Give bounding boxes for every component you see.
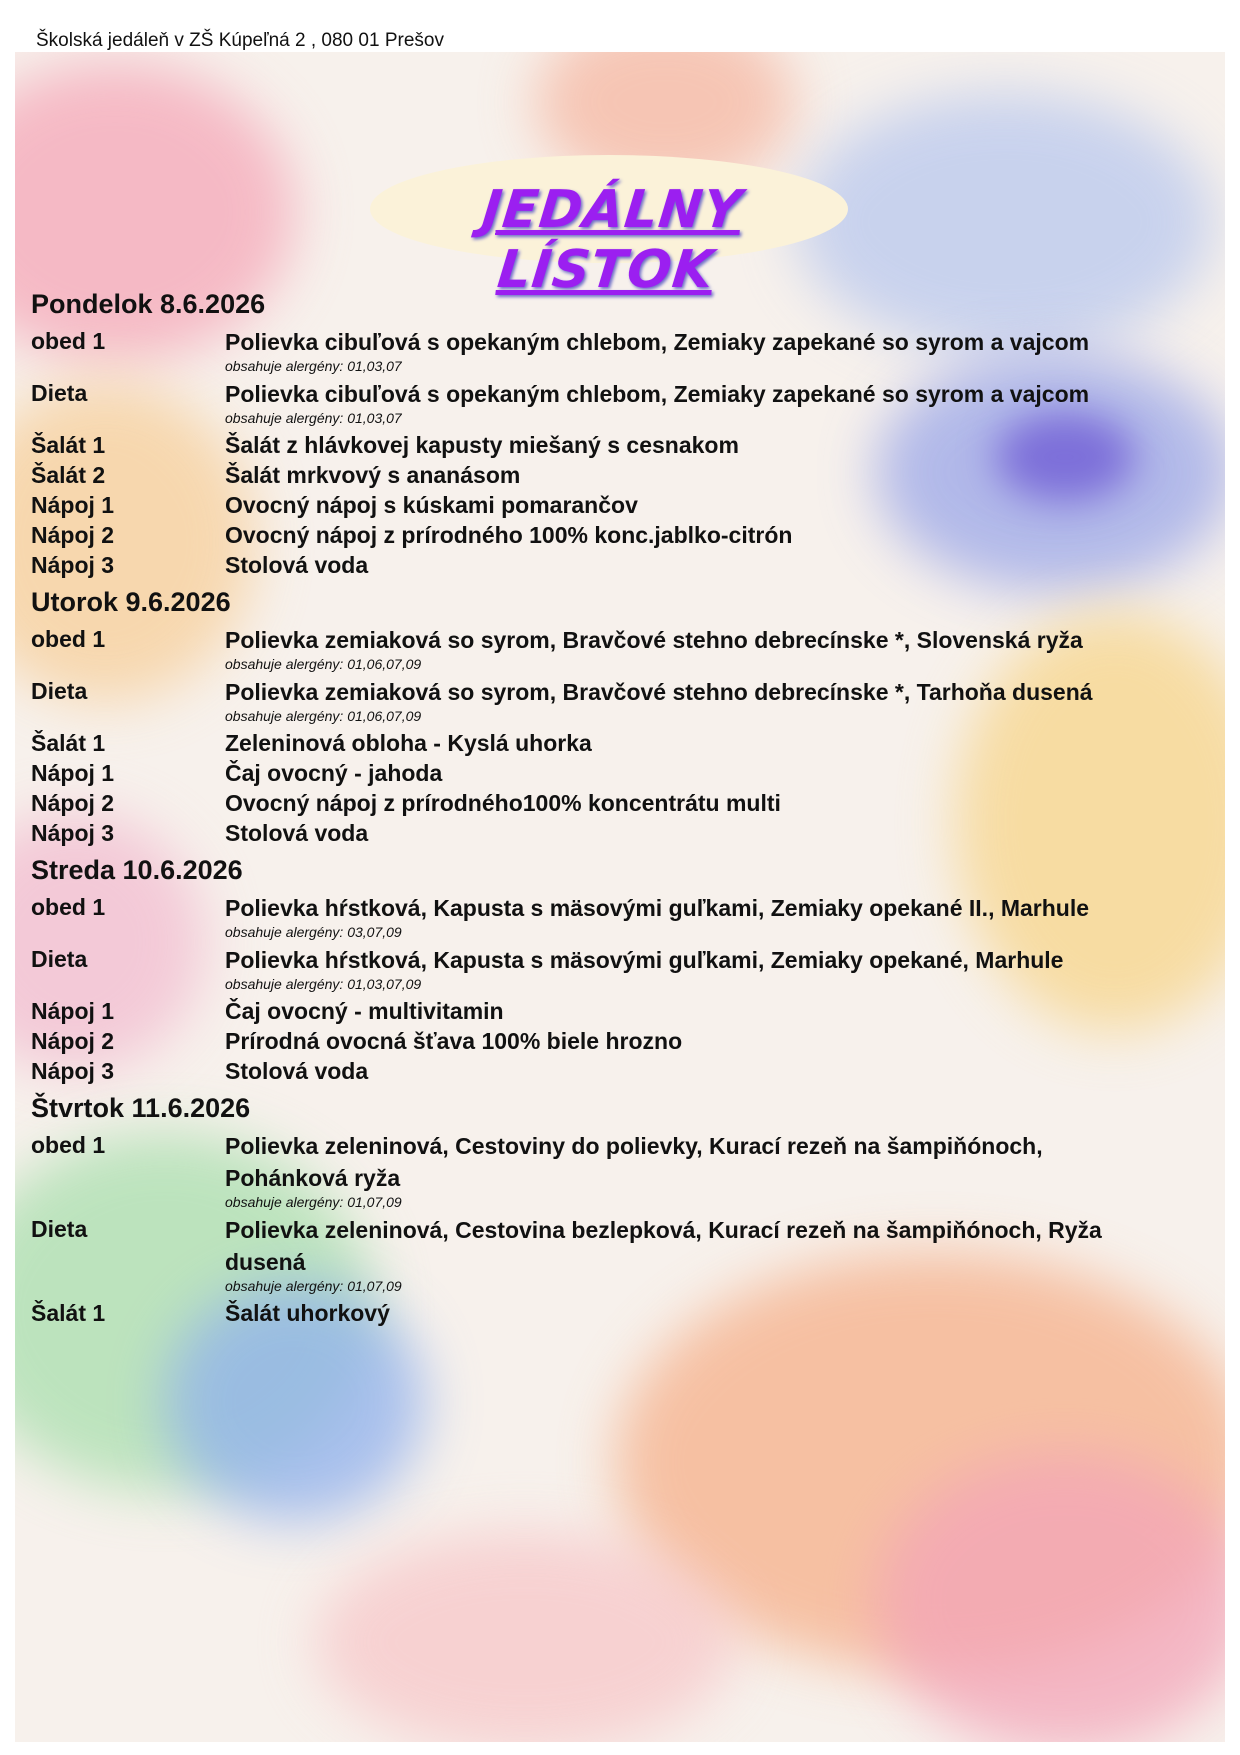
menu-item-label: Nápoj 2 (31, 1028, 115, 1054)
menu-item-description-wrap (225, 1130, 1165, 1210)
menu-item (31, 460, 1211, 490)
menu-item-description-wrap (225, 378, 1165, 426)
day-title: Pondelok 8.6.2026 (31, 289, 266, 319)
menu-item (31, 624, 1211, 672)
menu-item (31, 326, 1211, 374)
menu-item-description: Šalát mrkvový s ananásom (225, 462, 521, 488)
menu-item (31, 996, 1211, 1026)
day-section (31, 848, 1211, 1086)
menu-item (31, 1214, 1211, 1294)
menu-item (31, 818, 1211, 848)
menu-item-description: Polievka cibuľová s opekaným chlebom, Zemiaky zapekané so syrom a vajcom (225, 381, 1090, 407)
menu-item (31, 1298, 1211, 1328)
menu-item-description: Čaj ovocný - multivitamin (225, 998, 504, 1024)
menu-item-label: Nápoj 3 (31, 1058, 115, 1084)
menu-item-description-wrap (225, 676, 1165, 724)
menu-item (31, 550, 1211, 580)
menu-item-description-wrap (225, 758, 1165, 788)
menu-item-description: Stolová voda (225, 820, 369, 846)
menu-item-description: Polievka zeleninová, Cestovina bezlepková, Kurací rezeň na šampiňónoch, Ryža dusená (225, 1217, 1102, 1275)
menu-item-label: Šalát 2 (31, 462, 106, 488)
menu-item-description-wrap (225, 326, 1165, 374)
allergen-note: obsahuje alergény: 01,03,07 (225, 410, 402, 426)
menu-item-description-wrap (225, 788, 1165, 818)
menu-item-description-wrap (225, 996, 1165, 1026)
menu-item (31, 758, 1211, 788)
menu-item-description: Stolová voda (225, 552, 369, 578)
allergen-note: obsahuje alergény: 01,06,07,09 (225, 656, 422, 672)
menu-item-label: Dieta (31, 678, 88, 704)
day-title: Streda 10.6.2026 (31, 855, 243, 885)
menu-item-description: Polievka zemiaková so syrom, Bravčové stehno debrecínske *, Slovenská ryža (225, 627, 1083, 653)
menu-item-label: Dieta (31, 380, 88, 406)
menu-item-description: Polievka hŕstková, Kapusta s mäsovými guľkami, Zemiaky opekané II., Marhule (225, 895, 1090, 921)
menu-item-label: obed 1 (31, 626, 106, 652)
menu-item-description-wrap (225, 818, 1165, 848)
menu-item-description: Ovocný nápoj z prírodného 100% konc.jablko-citrón (225, 522, 793, 548)
menu-list (31, 282, 1211, 1328)
menu-item-label: Nápoj 1 (31, 998, 115, 1024)
menu-item-label: Nápoj 2 (31, 790, 115, 816)
school-header: Školská jedáleň v ZŠ Kúpeľná 2 , 080 01 Prešov (36, 30, 444, 51)
menu-item-description-wrap (225, 550, 1165, 580)
menu-item-description-wrap (225, 490, 1165, 520)
menu-item-label: Nápoj 3 (31, 552, 115, 578)
menu-item (31, 1056, 1211, 1086)
menu-item-description-wrap (225, 892, 1165, 940)
menu-item-label: Šalát 1 (31, 432, 106, 458)
menu-item-description-wrap (225, 728, 1165, 758)
menu-item-description: Ovocný nápoj s kúskami pomarančov (225, 492, 638, 518)
day-title: Utorok 9.6.2026 (31, 587, 231, 617)
menu-item-description-wrap (225, 1214, 1165, 1294)
allergen-note: obsahuje alergény: 01,03,07,09 (225, 976, 422, 992)
day-section (31, 1086, 1211, 1328)
menu-item-label: Nápoj 1 (31, 760, 115, 786)
menu-item-description: Polievka zemiaková so syrom, Bravčové stehno debrecínske *, Tarhoňa dusená (225, 679, 1093, 705)
allergen-note: obsahuje alergény: 03,07,09 (225, 924, 402, 940)
menu-item-description-wrap (225, 520, 1165, 550)
allergen-note: obsahuje alergény: 01,06,07,09 (225, 708, 422, 724)
menu-item-label: Nápoj 2 (31, 522, 115, 548)
menu-item-description-wrap (225, 1298, 1165, 1328)
menu-item-description-wrap (225, 1056, 1165, 1086)
menu-item-label: Dieta (31, 946, 88, 972)
menu-item (31, 430, 1211, 460)
allergen-note: obsahuje alergény: 01,07,09 (225, 1194, 402, 1210)
menu-item-label: Nápoj 3 (31, 820, 115, 846)
menu-item-label: obed 1 (31, 894, 106, 920)
menu-item-description: Zeleninová obloha - Kyslá uhorka (225, 730, 592, 756)
menu-item (31, 1130, 1211, 1210)
menu-item-description-wrap (225, 1026, 1165, 1056)
menu-item-description: Polievka cibuľová s opekaným chlebom, Zemiaky zapekané so syrom a vajcom (225, 329, 1090, 355)
menu-item-description: Prírodná ovocná šťava 100% biele hrozno (225, 1028, 683, 1054)
menu-item-description-wrap (225, 430, 1165, 460)
menu-item-description-wrap (225, 624, 1165, 672)
day-title: Štvrtok 11.6.2026 (31, 1093, 251, 1123)
menu-item-label: Šalát 1 (31, 1300, 106, 1326)
day-section (31, 580, 1211, 848)
allergen-note: obsahuje alergény: 01,03,07 (225, 358, 402, 374)
menu-item (31, 944, 1211, 992)
menu-item (31, 490, 1211, 520)
menu-item-description-wrap (225, 944, 1165, 992)
menu-item (31, 520, 1211, 550)
menu-item (31, 1026, 1211, 1056)
menu-item-label: obed 1 (31, 328, 106, 354)
menu-item (31, 378, 1211, 426)
page-title: JEDÁLNY LÍSTOK (479, 180, 746, 300)
menu-item-description: Šalát z hlávkovej kapusty miešaný s cesnakom (225, 432, 739, 458)
menu-item-description: Polievka hŕstková, Kapusta s mäsovými guľkami, Zemiaky opekané, Marhule (225, 947, 1064, 973)
menu-item-description: Polievka zeleninová, Cestoviny do polievky, Kurací rezeň na šampiňónoch, Pohánková ryža (225, 1133, 1043, 1191)
menu-item-label: Šalát 1 (31, 730, 106, 756)
menu-item-label: Nápoj 1 (31, 492, 115, 518)
menu-item-description: Čaj ovocný - jahoda (225, 760, 443, 786)
menu-item (31, 788, 1211, 818)
day-section (31, 282, 1211, 580)
menu-item-description-wrap (225, 460, 1165, 490)
allergen-note: obsahuje alergény: 01,07,09 (225, 1278, 402, 1294)
menu-item-label: obed 1 (31, 1132, 106, 1158)
menu-item-description: Ovocný nápoj z prírodného100% koncentrátu multi (225, 790, 781, 816)
menu-item-description: Šalát uhorkový (225, 1300, 390, 1326)
menu-item-description: Stolová voda (225, 1058, 369, 1084)
menu-item (31, 728, 1211, 758)
menu-item (31, 892, 1211, 940)
menu-item (31, 676, 1211, 724)
menu-item-label: Dieta (31, 1216, 88, 1242)
